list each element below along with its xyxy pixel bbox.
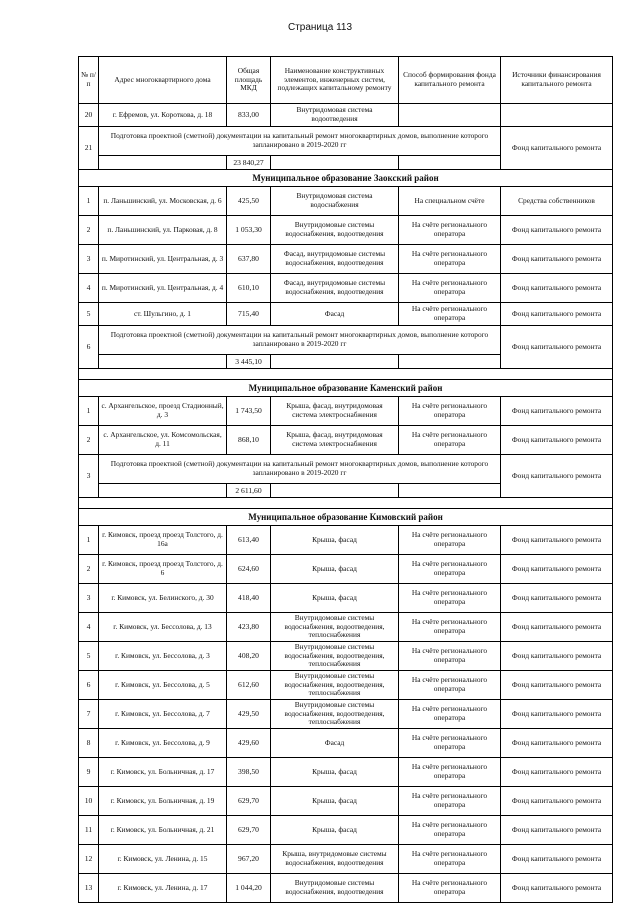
row-elements: Внутридомовые системы водоснабжения, водоотведения (271, 874, 399, 903)
spacer-row (79, 498, 613, 509)
row-address: г. Кимовск, ул. Бессолова, д. 7 (99, 700, 227, 729)
row-elements: Крыша, фасад (271, 526, 399, 555)
section-title: Муниципальное образование Кимовский район (79, 509, 613, 526)
row-method: На счёте регионального оператора (399, 584, 501, 613)
row-num: 2 (79, 555, 99, 584)
table-row (79, 787, 613, 816)
row-address: г. Ефремов, ул. Короткова, д. 18 (99, 104, 227, 127)
row-num: 10 (79, 787, 99, 816)
row-source: Фонд капитального ремонта (501, 303, 613, 326)
row-area: 612,60 (227, 671, 271, 700)
row-area: 423,80 (227, 613, 271, 642)
row-num: 8 (79, 729, 99, 758)
page-label: Страница 113 (287, 22, 353, 33)
row-address: с. Архангельское, проезд Стадионный, д. 3 (99, 397, 227, 426)
row-area: 429,60 (227, 729, 271, 758)
row-method: На счёте регионального оператора (399, 274, 501, 303)
total-area: 2 611,60 (227, 484, 271, 498)
row-address: г. Кимовск, ул. Бессолова, д. 5 (99, 671, 227, 700)
row-source: Фонд капитального ремонта (501, 526, 613, 555)
row-source: Фонд капитального ремонта (501, 845, 613, 874)
row-area: 408,20 (227, 642, 271, 671)
total-spacer (99, 156, 227, 170)
row-source: Фонд капитального ремонта (501, 613, 613, 642)
header-row (79, 57, 613, 104)
row-address: п. Ланьшинский, ул. Парковая, д. 8 (99, 216, 227, 245)
row-elements: Внутридомовые системы водоснабжения, водоотведения, теплоснабжения (271, 613, 399, 642)
table-row (79, 526, 613, 555)
row-method: На счёте регионального оператора (399, 303, 501, 326)
row-method: На счёте регионального оператора (399, 729, 501, 758)
row-address: г. Кимовск, ул. Больничная, д. 19 (99, 787, 227, 816)
row-num: 4 (79, 274, 99, 303)
row-method: На счёте регионального оператора (399, 216, 501, 245)
row-num: 13 (79, 874, 99, 903)
row-address: с. Архангельское, ул. Комсомольская, д. 11 (99, 426, 227, 455)
table-row (79, 584, 613, 613)
row-source: Фонд капитального ремонта (501, 787, 613, 816)
row-address: г. Кимовск, ул. Бессолова, д. 3 (99, 642, 227, 671)
table-row (79, 700, 613, 729)
spacer-cell (79, 369, 613, 380)
header-address: Адрес многоквартирного дома (99, 57, 227, 104)
row-address: г. Кимовск, ул. Белинского, д. 30 (99, 584, 227, 613)
row-area: 398,50 (227, 758, 271, 787)
row-source: Средства собственников (501, 187, 613, 216)
row-num: 9 (79, 758, 99, 787)
table-row (79, 758, 613, 787)
table-row (79, 642, 613, 671)
row-num: 5 (79, 642, 99, 671)
row-elements: Внутридомовые системы водоснабжения, водоотведения, теплоснабжения (271, 700, 399, 729)
section-zaoksky (79, 170, 613, 187)
row-num: 5 (79, 303, 99, 326)
row-elements: Внутридомовая система водоотведения (271, 104, 399, 127)
total-spacer (271, 355, 399, 369)
row-elements: Крыша, фасад (271, 584, 399, 613)
header-source: Источники финансирования капитального ремонта (501, 57, 613, 104)
row-num: 11 (79, 816, 99, 845)
table-row (79, 104, 613, 127)
row-address: г. Кимовск, ул. Ленина, д. 15 (99, 845, 227, 874)
row-source: Фонд капитального ремонта (501, 758, 613, 787)
header-method: Способ формирования фонда капитального ремонта (399, 57, 501, 104)
row-num: 4 (79, 613, 99, 642)
row-source: Фонд капитального ремонта (501, 455, 613, 498)
row-address: г. Кимовск, ул. Больничная, д. 17 (99, 758, 227, 787)
row-source: Фонд капитального ремонта (501, 700, 613, 729)
row-method: На счёте регионального оператора (399, 555, 501, 584)
spacer-row (79, 369, 613, 380)
total-spacer (399, 156, 501, 170)
table-row (79, 874, 613, 903)
row-source: Фонд капитального ремонта (501, 127, 613, 170)
row-elements: Крыша, внутридомовые системы водоснабжения, водоотведения (271, 845, 399, 874)
row-area: 624,60 (227, 555, 271, 584)
row-elements: Крыша, фасад (271, 555, 399, 584)
row-elements: Крыша, фасад, внутридомовая система электроснабжения (271, 426, 399, 455)
section-kamensky (79, 380, 613, 397)
row-address: г. Кимовск, проезд проезд Толстого, д. 16а (99, 526, 227, 555)
total-area: 3 445,10 (227, 355, 271, 369)
row-elements: Внутридомовая система водоснабжения (271, 187, 399, 216)
total-spacer (399, 484, 501, 498)
row-elements: Фасад, внутридомовые системы водоснабжения, водоотведения (271, 274, 399, 303)
row-area: 833,00 (227, 104, 271, 127)
row-area: 715,40 (227, 303, 271, 326)
row-address: г. Кимовск, ул. Бессолова, д. 13 (99, 613, 227, 642)
row-source: Фонд капитального ремонта (501, 274, 613, 303)
prep-text: Подготовка проектной (сметной) документации на капитальный ремонт многоквартирных домов, выполнение которого запланировано в 2019-2020 гг (99, 455, 501, 484)
total-spacer (99, 484, 227, 498)
row-method: На счёте регионального оператора (399, 700, 501, 729)
row-source: Фонд капитального ремонта (501, 397, 613, 426)
row-elements: Крыша, фасад, внутридомовая система электроснабжения (271, 397, 399, 426)
table-row (79, 397, 613, 426)
section-title: Муниципальное образование Каменский район (79, 380, 613, 397)
row-method: На счёте регионального оператора (399, 245, 501, 274)
row-area: 610,10 (227, 274, 271, 303)
section-title: Муниципальное образование Заокский район (79, 170, 613, 187)
table-row (79, 303, 613, 326)
row-address: г. Кимовск, ул. Больничная, д. 21 (99, 816, 227, 845)
row-elements: Фасад (271, 729, 399, 758)
row-num: 1 (79, 397, 99, 426)
row-source: Фонд капитального ремонта (501, 874, 613, 903)
table-row (79, 729, 613, 758)
row-area: 1 044,20 (227, 874, 271, 903)
table-row (79, 274, 613, 303)
spacer-cell (79, 498, 613, 509)
row-source: Фонд капитального ремонта (501, 642, 613, 671)
prep-text: Подготовка проектной (сметной) документации на капитальный ремонт многоквартирных домов, выполнение которого запланировано в 2019-2020 гг (99, 127, 501, 156)
row-address: п. Миротинский, ул. Центральная, д. 3 (99, 245, 227, 274)
row-method: На счёте регионального оператора (399, 787, 501, 816)
table-row (79, 816, 613, 845)
row-source: Фонд капитального ремонта (501, 216, 613, 245)
row-area: 629,70 (227, 816, 271, 845)
row-method: На специальном счёте (399, 187, 501, 216)
row-method: На счёте регионального оператора (399, 642, 501, 671)
header-num: № п/п (79, 57, 99, 104)
total-spacer (271, 484, 399, 498)
row-method: На счёте регионального оператора (399, 874, 501, 903)
table-row (79, 845, 613, 874)
row-area: 1 743,50 (227, 397, 271, 426)
table-row (79, 426, 613, 455)
row-method: На счёте регионального оператора (399, 845, 501, 874)
row-method (399, 104, 501, 127)
row-num: 2 (79, 216, 99, 245)
row-num: 1 (79, 187, 99, 216)
row-area: 1 053,30 (227, 216, 271, 245)
table-row (79, 671, 613, 700)
prep-row (79, 326, 613, 355)
row-method: На счёте регионального оператора (399, 526, 501, 555)
row-method: На счёте регионального оператора (399, 397, 501, 426)
row-method: На счёте регионального оператора (399, 816, 501, 845)
row-elements: Внутридомовые системы водоснабжения, водоотведения, теплоснабжения (271, 671, 399, 700)
total-spacer (271, 156, 399, 170)
row-area: 613,40 (227, 526, 271, 555)
row-source: Фонд капитального ремонта (501, 729, 613, 758)
row-elements: Внутридомовые системы водоснабжения, водоотведения, теплоснабжения (271, 642, 399, 671)
row-address: г. Кимовск, ул. Бессолова, д. 9 (99, 729, 227, 758)
row-method: На счёте регионального оператора (399, 426, 501, 455)
total-spacer (99, 355, 227, 369)
row-source: Фонд капитального ремонта (501, 326, 613, 369)
row-num: 6 (79, 671, 99, 700)
row-source: Фонд капитального ремонта (501, 671, 613, 700)
header-elements: Наименование конструктивных элементов, инженерных систем, подлежащих капитальному ремонту (271, 57, 399, 104)
row-elements: Крыша, фасад (271, 816, 399, 845)
table-row (79, 187, 613, 216)
row-num: 7 (79, 700, 99, 729)
row-num: 12 (79, 845, 99, 874)
row-source: Фонд капитального ремонта (501, 816, 613, 845)
row-source: Фонд капитального ремонта (501, 584, 613, 613)
row-elements: Внутридомовые системы водоснабжения, водоотведения (271, 216, 399, 245)
prep-row (79, 455, 613, 484)
capital-repair-table (78, 56, 613, 903)
table-row (79, 613, 613, 642)
row-address: п. Миротинский, ул. Центральная, д. 4 (99, 274, 227, 303)
row-num: 20 (79, 104, 99, 127)
table-row (79, 216, 613, 245)
row-method: На счёте регионального оператора (399, 758, 501, 787)
row-num: 2 (79, 426, 99, 455)
table-row (79, 555, 613, 584)
row-source: Фонд капитального ремонта (501, 555, 613, 584)
row-source (501, 104, 613, 127)
row-num: 21 (79, 127, 99, 170)
section-kimovsky (79, 509, 613, 526)
row-area: 967,20 (227, 845, 271, 874)
table-row (79, 245, 613, 274)
prep-row (79, 127, 613, 156)
row-address: г. Кимовск, проезд проезд Толстого, д. 6 (99, 555, 227, 584)
row-elements: Крыша, фасад (271, 787, 399, 816)
row-area: 429,50 (227, 700, 271, 729)
row-area: 418,40 (227, 584, 271, 613)
row-address: п. Ланьшинский, ул. Московская, д. 6 (99, 187, 227, 216)
row-num: 1 (79, 526, 99, 555)
row-area: 629,70 (227, 787, 271, 816)
row-elements: Крыша, фасад (271, 758, 399, 787)
prep-text: Подготовка проектной (сметной) документации на капитальный ремонт многоквартирных домов, выполнение которого запланировано в 2019-2020 гг (99, 326, 501, 355)
row-elements: Фасад (271, 303, 399, 326)
total-spacer (399, 355, 501, 369)
row-source: Фонд капитального ремонта (501, 245, 613, 274)
row-num: 3 (79, 584, 99, 613)
row-area: 868,10 (227, 426, 271, 455)
header-area: Общая площадь МКД (227, 57, 271, 104)
row-area: 425,50 (227, 187, 271, 216)
total-area: 23 840,27 (227, 156, 271, 170)
row-method: На счёте регионального оператора (399, 613, 501, 642)
row-num: 6 (79, 326, 99, 369)
row-method: На счёте регионального оператора (399, 671, 501, 700)
row-num: 3 (79, 245, 99, 274)
row-area: 637,80 (227, 245, 271, 274)
row-address: ст. Шульгино, д. 1 (99, 303, 227, 326)
row-address: г. Кимовск, ул. Ленина, д. 17 (99, 874, 227, 903)
row-num: 3 (79, 455, 99, 498)
row-elements: Фасад, внутридомовые системы водоснабжения, водоотведения (271, 245, 399, 274)
row-source: Фонд капитального ремонта (501, 426, 613, 455)
